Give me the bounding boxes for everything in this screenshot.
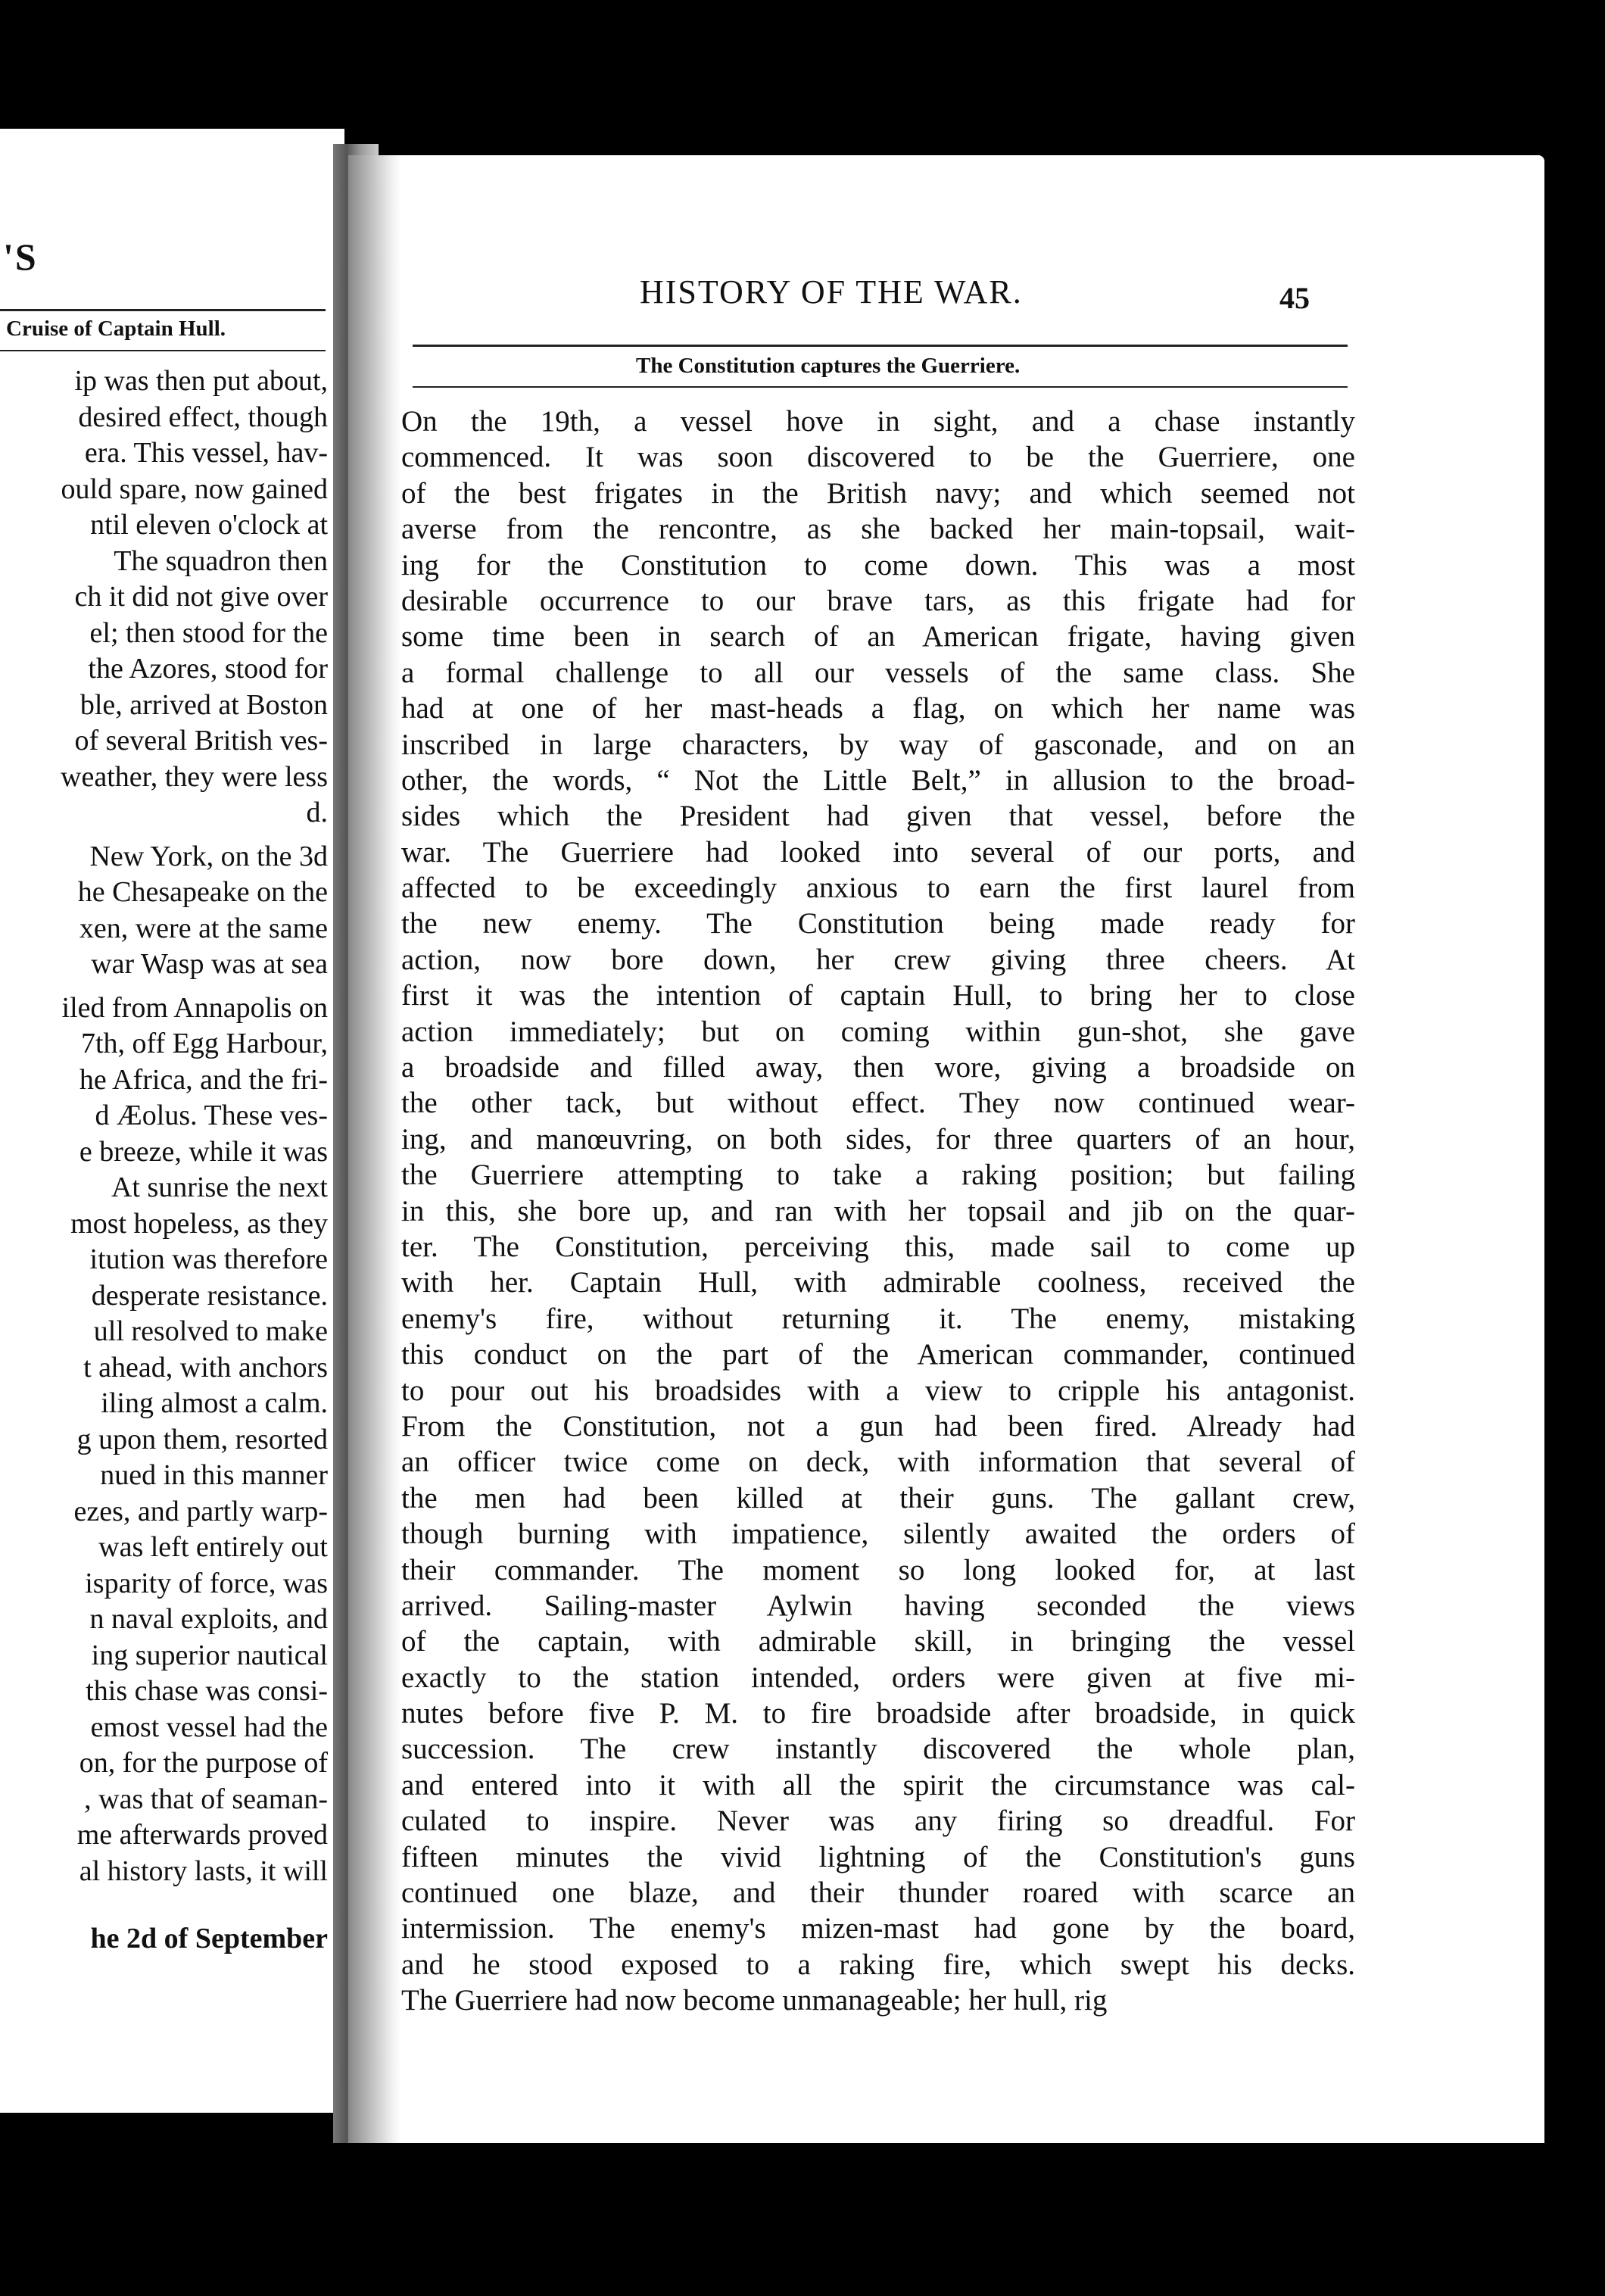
body-text-line: a broadside and filled away, then wore, giving a broadside on: [401, 1051, 1355, 1084]
left-text-line: he Africa, and the fri-: [79, 1063, 328, 1096]
left-text-line: e breeze, while it was: [79, 1135, 328, 1168]
body-text-line: first it was the intention of captain Hull, to bring her to close: [401, 979, 1355, 1012]
body-text-line: commenced. It was soon discovered to be the Guerriere, one: [401, 441, 1355, 474]
section-head: The Constitution captures the Guerriere.: [636, 354, 1021, 378]
left-text-line: New York, on the 3d: [89, 840, 328, 872]
body-text-line: ter. The Constitution, perceiving this, made sail to come up: [401, 1230, 1355, 1263]
body-text-line: action immediately; but on coming within gun-shot, she gave: [401, 1015, 1355, 1048]
body-text-line: desirable occurrence to our brave tars, as this frigate had for: [401, 584, 1355, 617]
body-text-block: [401, 404, 1355, 2019]
left-text-line: d.: [306, 797, 328, 828]
left-text-line: on, for the purpose of: [79, 1747, 328, 1779]
body-text-line: ing, and manœuvring, on both sides, for three quarters of an hour,: [401, 1122, 1355, 1156]
page-curve-shadow: [348, 155, 401, 2143]
body-text-line: their commander. The moment so long looked for, at last: [401, 1553, 1355, 1586]
left-page: [0, 129, 344, 2113]
left-text-line: ip was then put about,: [74, 365, 328, 397]
left-text-line: t ahead, with anchors: [83, 1351, 328, 1384]
left-text-line: desperate resistance.: [91, 1279, 328, 1312]
left-text-line: most hopeless, as they: [70, 1207, 328, 1240]
left-text-line: , was that of seaman-: [84, 1783, 328, 1815]
left-text-line: weather, they were less: [61, 760, 328, 793]
body-text-line: exactly to the station intended, orders were given at five mi-: [401, 1661, 1355, 1694]
left-text-line: isparity of force, was: [85, 1567, 328, 1599]
body-text-line: and he stood exposed to a raking fire, which swept his decks.: [401, 1948, 1355, 1981]
left-text-line: al history lasts, it will: [79, 1855, 328, 1887]
body-text-line: the other tack, but without effect. They now continued wear-: [401, 1087, 1355, 1120]
section-rule: [413, 386, 1348, 388]
left-text-line: was left entirely out: [98, 1531, 328, 1563]
left-text-line: of several British ves-: [74, 725, 328, 756]
body-text-line: the new enemy. The Constitution being made ready for: [401, 907, 1355, 941]
body-text-line: ing for the Constitution to come down. This was a most: [401, 548, 1355, 582]
body-text-line: an officer twice come on deck, with information that several of: [401, 1446, 1355, 1479]
body-text-line: the Guerriere attempting to take a raking position; but failing: [401, 1159, 1355, 1192]
left-text-line: desired effect, though: [78, 401, 328, 433]
right-page: [348, 155, 1544, 2143]
left-text-line: me afterwards proved: [76, 1819, 328, 1851]
left-text-line: ull resolved to make: [93, 1315, 328, 1347]
body-text-line: intermission. The enemy's mizen-mast had gone by the board,: [401, 1912, 1355, 1945]
left-text-line: the Azores, stood for: [88, 653, 328, 685]
left-text-line: At sunrise the next: [111, 1171, 328, 1203]
left-text-line: The squadron then: [114, 544, 328, 577]
body-text-line: continued one blaze, and their thunder roared with scarce an: [401, 1876, 1355, 1910]
body-text-line: fifteen minutes the vivid lightning of the Constitution's guns: [401, 1840, 1355, 1873]
left-text-line: nued in this manner: [100, 1459, 328, 1491]
body-text-line: culated to inspire. Never was any firing so dreadful. For: [401, 1805, 1355, 1838]
body-text-line: From the Constitution, not a gun had been fired. Already had: [401, 1409, 1355, 1443]
left-text-line: emost vessel had the: [90, 1711, 328, 1743]
body-text-line: war. The Guerriere had looked into several of our ports, and: [401, 835, 1355, 869]
body-text-line: The Guerriere had now become unmanageable; her hull, rig: [401, 1984, 1108, 2017]
header-rule: [413, 345, 1348, 347]
body-text-line: inscribed in large characters, by way of gasconade, and on an: [401, 728, 1355, 761]
body-text-line: nutes before five P. M. to fire broadside after broadside, in quick: [401, 1697, 1355, 1730]
body-text-line: and entered into it with all the spirit the circumstance was cal-: [401, 1768, 1355, 1802]
left-text-line: xen, were at the same: [79, 912, 328, 944]
left-text-line: el; then stood for the: [89, 616, 328, 649]
left-header-rule: [0, 309, 326, 311]
body-text-line: averse from the rencontre, as she backed her main-topsail, wait-: [401, 513, 1355, 546]
left-text-line: 7th, off Egg Harbour,: [81, 1028, 328, 1059]
body-text-line: a formal challenge to all our vessels of the same class. She: [401, 656, 1355, 689]
left-text-line: g upon them, resorted: [76, 1423, 328, 1455]
body-text-line: enemy's fire, without returning it. The enemy, mistaking: [401, 1302, 1355, 1335]
body-text-line: this conduct on the part of the American commander, continued: [401, 1338, 1355, 1371]
left-text-line: ch it did not give over: [74, 581, 328, 613]
left-text-line: ould spare, now gained: [61, 473, 328, 505]
body-text-line: action, now bore down, her crew giving three cheers. At: [401, 943, 1355, 976]
left-text-block: [0, 363, 328, 1958]
left-text-line: era. This vessel, hav-: [84, 437, 328, 469]
body-text-line: to pour out his broadsides with a view to cripple his antagonist.: [401, 1374, 1355, 1407]
left-text-line: d Æolus. These ves-: [95, 1100, 328, 1131]
left-text-line: itution was therefore: [89, 1243, 328, 1275]
body-text-line: other, the words, “ Not the Little Belt,” in allusion to the broad-: [401, 763, 1355, 797]
left-text-line: iled from Annapolis on: [61, 991, 328, 1024]
left-text-line: he Chesapeake on the: [77, 876, 328, 908]
body-text-line: affected to be exceedingly anxious to earn the first laurel from: [401, 872, 1355, 905]
left-text-line: ezes, and partly warp-: [73, 1495, 328, 1527]
left-section-rule: [0, 350, 326, 351]
left-text-line: iling almost a calm.: [101, 1387, 328, 1419]
body-text-line: with her. Captain Hull, with admirable coolness, received the: [401, 1266, 1355, 1299]
body-text-line: sides which the President had given that vessel, before the: [401, 800, 1355, 833]
body-text-line: of the best frigates in the British navy; and which seemed not: [401, 476, 1355, 510]
running-head: HISTORY OF THE WAR.: [640, 273, 1023, 310]
body-text-line: in this, she bore up, and ran with her topsail and jib on the quar-: [401, 1194, 1355, 1228]
left-text-line: he 2d of September: [90, 1923, 328, 1954]
left-text-line: war Wasp was at sea: [91, 948, 328, 980]
body-text-line: succession. The crew instantly discovered the whole plan,: [401, 1733, 1355, 1766]
left-text-line: ing superior nautical: [91, 1639, 328, 1671]
left-section-head: Cruise of Captain Hull.: [6, 317, 226, 341]
body-text-line: had at one of her mast-heads a flag, on which her name was: [401, 692, 1355, 725]
body-text-line: arrived. Sailing-master Aylwin having seconded the views: [401, 1589, 1355, 1622]
left-running-head: 'S: [3, 236, 38, 278]
body-text-line: though burning with impatience, silently awaited the orders of: [401, 1518, 1355, 1551]
left-text-line: ntil eleven o'clock at: [90, 509, 328, 541]
left-text-line: n naval exploits, and: [89, 1603, 328, 1635]
body-text-line: On the 19th, a vessel hove in sight, and a chase instantly: [401, 405, 1355, 438]
left-text-line: ble, arrived at Boston: [79, 688, 328, 721]
body-text-line: the men had been killed at their guns. The gallant crew,: [401, 1481, 1355, 1515]
body-text-line: some time been in search of an American frigate, having given: [401, 620, 1355, 654]
left-text-line: this chase was consi-: [86, 1675, 328, 1707]
body-text-line: of the captain, with admirable skill, in bringing the vessel: [401, 1625, 1355, 1658]
page-number: 45: [1279, 281, 1310, 315]
